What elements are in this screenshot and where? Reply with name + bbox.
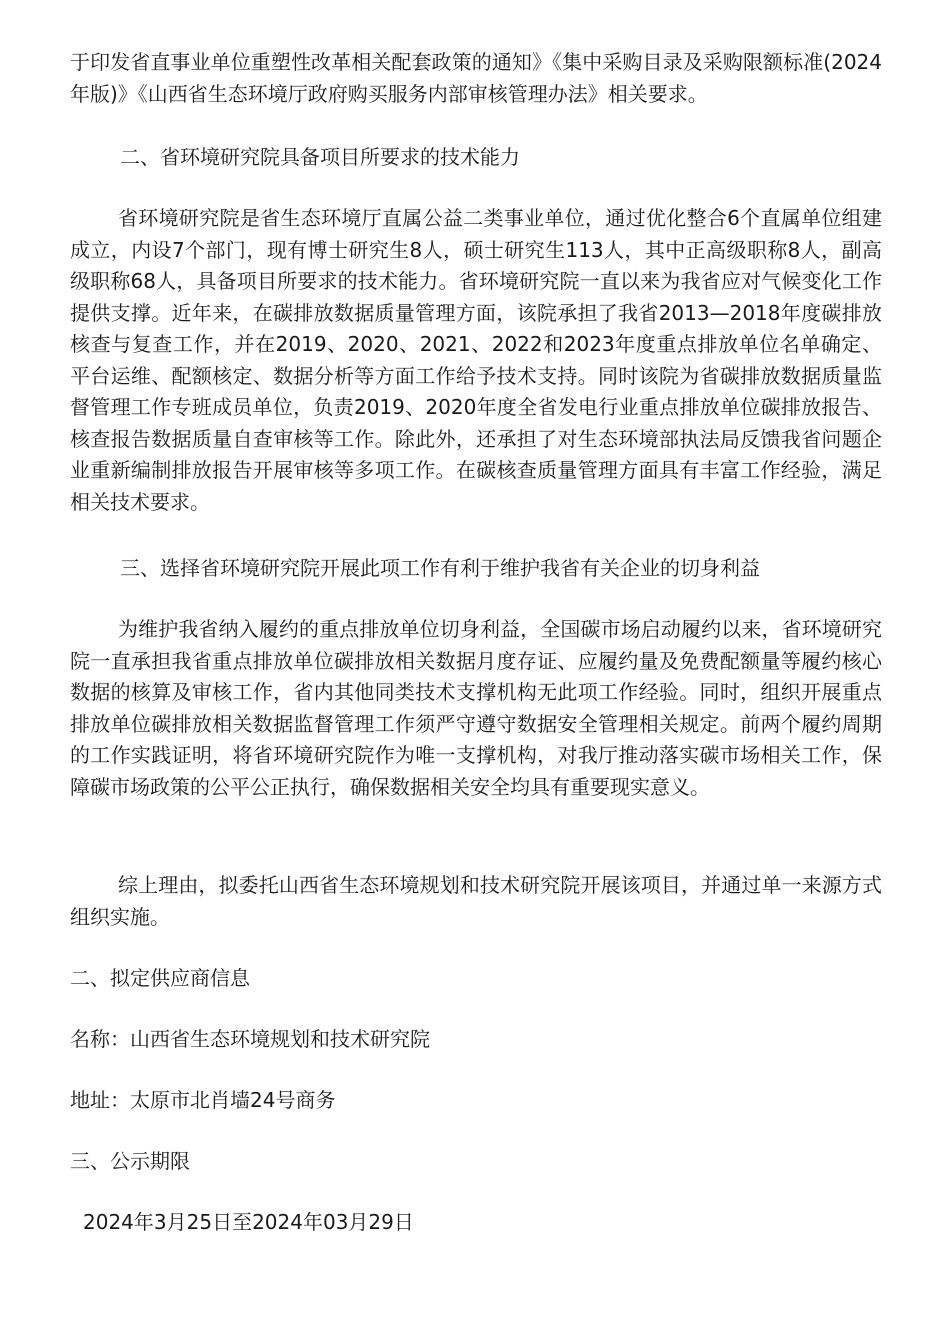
section-heading-technical-capability: 二、省环境研究院具备项目所要求的技术能力 <box>120 145 520 169</box>
paragraph-technical-capability: 省环境研究院是省生态环境厅直属公益二类事业单位，通过优化整合6个直属单位组建成立，内设7个部门，现有博士研究生8人，硕士研究生113人，其中正高级职称8人，副高级职称68人，具备项目所要求的技术能力。省环境研究院一直以来为我省应对气候变化工作提供支撑。近年来，在碳排放数据质量管理方面，该院承担了我省2013—2018年度碳排放核查与复查工作，并在2019、2020、2021、2022和2023年度重点排放单位名单确定、平台运维、配额核定、数据分析等方面工作给予技术支持。同时该院为省碳排放数据质量监督管理工作专班成员单位，负责2019、2020年度全省发电行业重点排放单位碳排放报告、核查报告数据质量自查审核等工作。除此外，还承担了对生态环境部执法局反馈我省问题企业重新编制排放报告开展审核等多项工作。在碳核查质量管理方面具有丰富工作经验，满足相关技术要求。 <box>70 206 882 514</box>
notice-period-heading: 三、公示期限 <box>70 1149 190 1173</box>
supplier-address: 地址：太原市北肖墙24号商务 <box>70 1088 336 1112</box>
paragraph-conclusion: 综上理由，拟委托山西省生态环境规划和技术研究院开展该项目，并通过单一来源方式组织实施。 <box>70 873 882 929</box>
supplier-info-heading: 二、拟定供应商信息 <box>70 966 250 990</box>
paragraph-enterprise-interests: 为维护我省纳入履约的重点排放单位切身利益，全国碳市场启动履约以来，省环境研究院一直承担我省重点排放单位碳排放相关数据月度存证、应履约量及免费配额量等履约核心数据的核算及审核工作，省内其他同类技术支撑机构无此项工作经验。同时，组织开展重点排放单位碳排放相关数据监督管理工作须严守遵守数据安全管理相关规定。前两个履约周期的工作实践证明，将省环境研究院作为唯一支撑机构，对我厅推动落实碳市场相关工作，保障碳市场政策的公平公正执行，确保数据相关安全均具有重要现实意义。 <box>70 617 882 799</box>
supplier-name: 名称：山西省生态环境规划和技术研究院 <box>70 1027 430 1051</box>
notice-period-dates: 2024年3月25日至2024年03月29日 <box>83 1210 414 1234</box>
section-heading-enterprise-interests: 三、选择省环境研究院开展此项工作有利于维护我省有关企业的切身利益 <box>120 556 760 580</box>
paragraph-policy-references: 于印发省直事业单位重塑性改革相关配套政策的通知》《集中采购目录及采购限额标准(2024年版)》《山西省生态环境厅政府购买服务内部审核管理办法》相关要求。 <box>70 50 882 106</box>
